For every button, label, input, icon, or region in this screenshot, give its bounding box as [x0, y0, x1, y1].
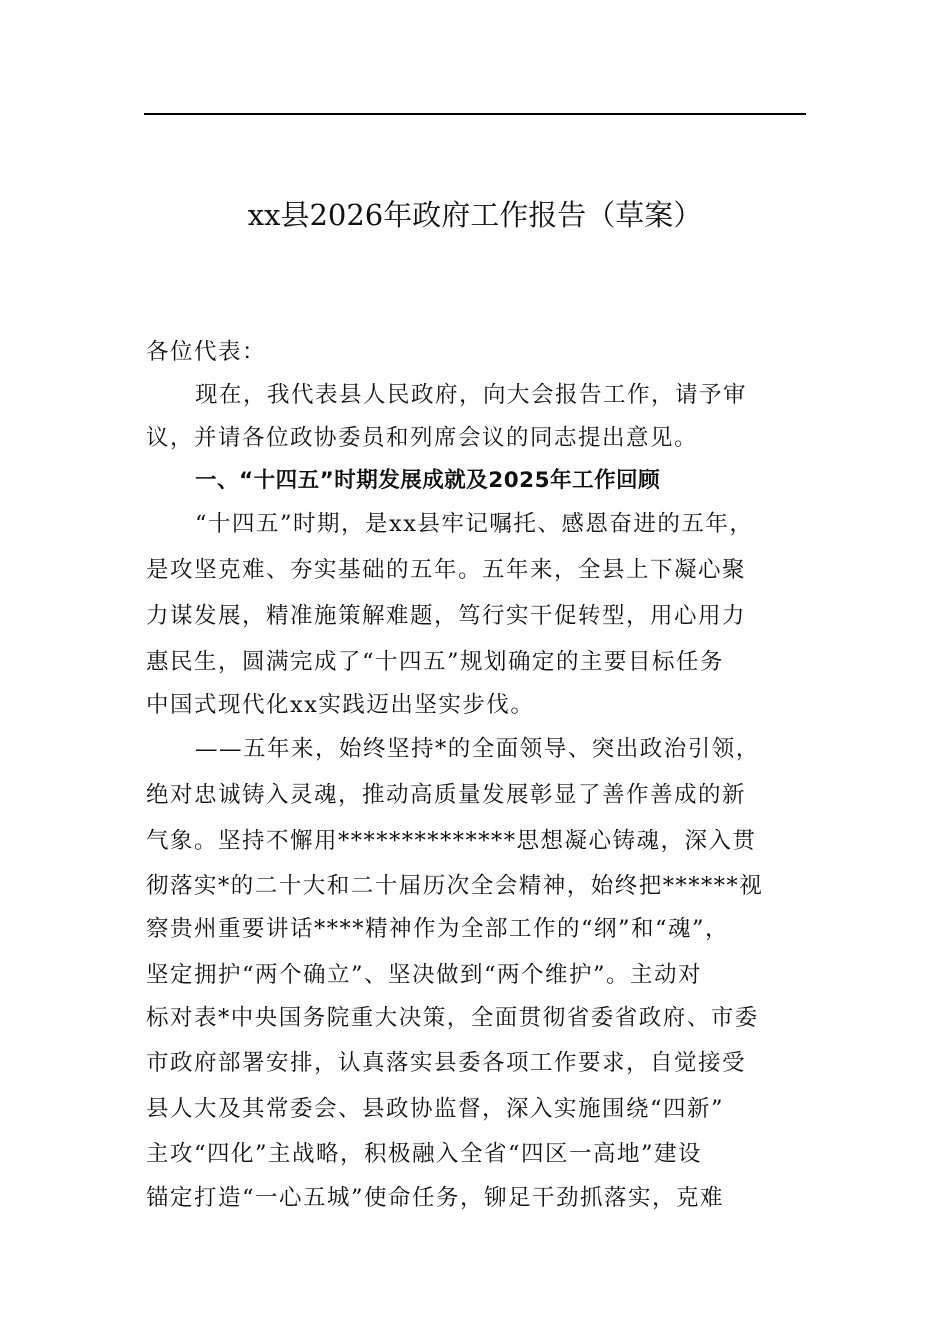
paragraph-line: 力谋发展，精准施策解难题，笃行实干促转型，用心用力 [146, 603, 747, 629]
paragraph-line: 县人大及其常委会、县政协监督，深入实施围绕“四新” [146, 1096, 725, 1122]
paragraph-line: 绝对忠诚铸入灵魂，推动高质量发展彰显了善作善成的新 [146, 782, 747, 808]
paragraph-line: 彻落实*的二十大和二十届历次全会精神，始终把******视 [146, 873, 764, 899]
paragraph-line: “十四五”时期，是xx县牢记嘱托、感恩奋进的五年， [195, 511, 754, 537]
paragraph-line: 是攻坚克难、夯实基础的五年。五年来，全县上下凝心聚 [146, 557, 747, 583]
paragraph-line: 中国式现代化xx实践迈出坚实步伐。 [146, 692, 535, 718]
document-title: xx县2026年政府工作报告（草案） [247, 198, 703, 232]
paragraph-line: 惠民生，圆满完成了“十四五”规划确定的主要目标任务 [146, 649, 725, 675]
header-rule [144, 113, 806, 115]
paragraph-line: 现在，我代表县人民政府，向大会报告工作，请予审 [195, 382, 748, 408]
paragraph-line: 坚定拥护“两个确立”、坚决做到“两个维护”。主动对 [146, 962, 703, 988]
paragraph-line: 标对表*中央国务院重大决策，全面贯彻省委省政府、市委 [146, 1005, 759, 1031]
paragraph-line: 议，并请各位政协委员和列席会议的同志提出意见。 [146, 425, 699, 451]
section-heading: 一、“十四五”时期发展成就及2025年工作回顾 [195, 468, 661, 493]
salutation: 各位代表： [146, 339, 267, 365]
paragraph-line: 主攻“四化”主战略，积极融入全省“四区一高地”建设 [146, 1141, 703, 1167]
paragraph-line: 市政府部署安排，认真落实县委各项工作要求，自觉接受 [146, 1050, 747, 1076]
paragraph-line: 察贵州重要讲话****精神作为全部工作的“纲”和“魂”， [146, 916, 730, 942]
paragraph-line: ——五年来，始终坚持*的全面领导、突出政治引领， [195, 736, 760, 762]
paragraph-line: 锚定打造“一心五城”使命任务，铆足干劲抓落实，克难 [146, 1185, 725, 1211]
paragraph-line: 气象。坚持不懈用**************思想凝心铸魂，深入贯 [146, 828, 757, 854]
